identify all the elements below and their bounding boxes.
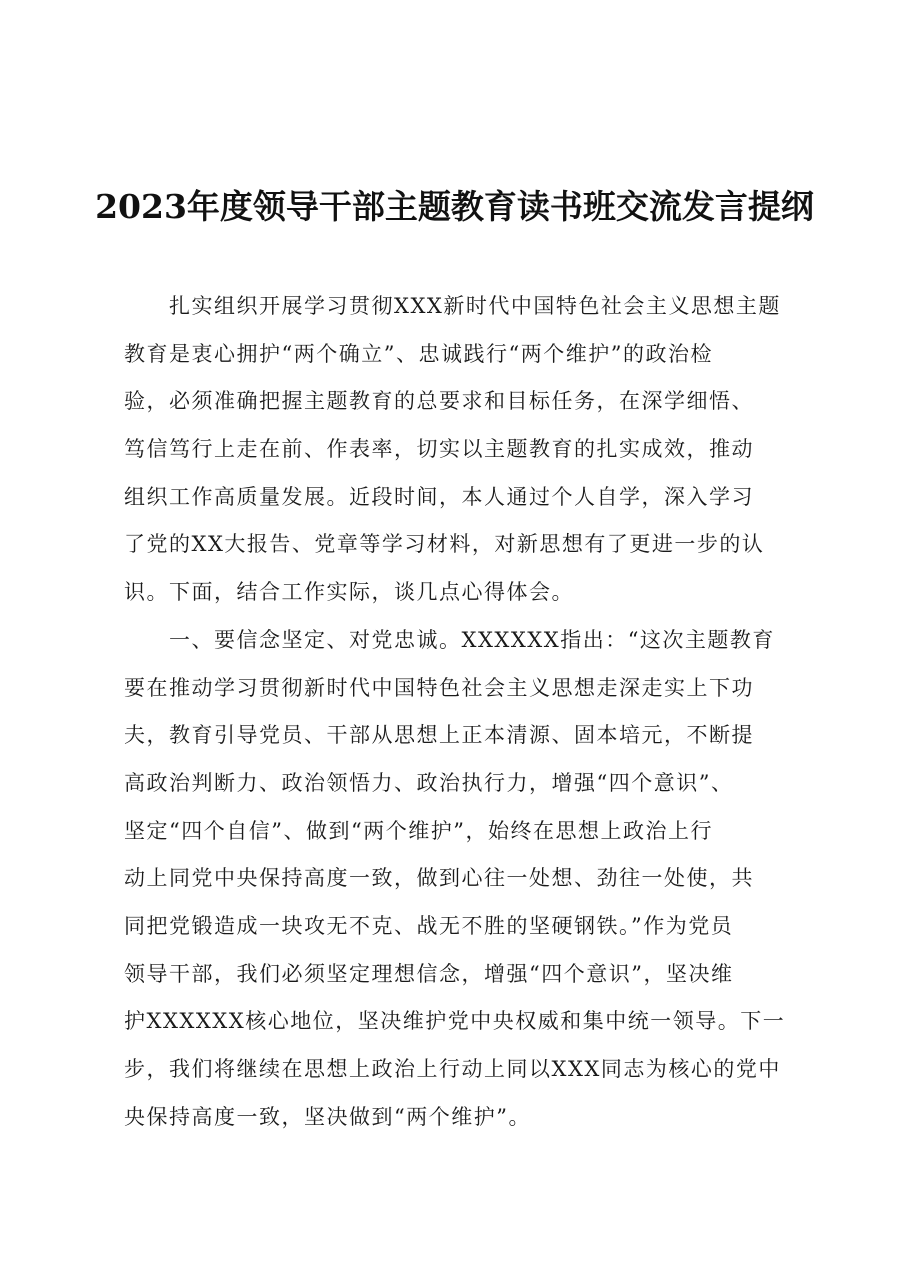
paragraph-line: 识。下面，结合工作实际，谈几点心得体会。: [124, 580, 574, 605]
paragraph-line: 验，必须准确把握主题教育的总要求和目标任务，在深学细悟、: [124, 389, 754, 414]
paragraph-section-one: [124, 617, 824, 1142]
paragraph-line: 坚定“四个自信”、做到“两个维护”，始终在思想上政治上行: [124, 818, 713, 843]
paragraph-line: 领导干部，我们必须坚定理想信念，增强“四个意识”，坚决维: [124, 961, 734, 986]
paragraph-line: 同把党锻造成一块攻无不克、战无不胜的坚硬钢铁。”作为党员: [124, 913, 734, 938]
paragraph-line: 扎实组织开展学习贯彻XXX新时代中国特色社会主义思想主题: [124, 294, 781, 318]
paragraph-line: 夫，教育引导党员、干部从思想上正本清源、固本培元，不断提: [124, 723, 754, 748]
paragraph-line: 动上同党中央保持高度一致，做到心往一处想、劲往一处使，共: [124, 866, 754, 891]
document-title: 2023年度领导干部主题教育读书班交流发言提纲: [95, 187, 814, 226]
paragraph-line: 了党的XX大报告、党章等学习材料，对新思想有了更进一步的认: [124, 532, 765, 557]
paragraph-line: 要在推动学习贯彻新时代中国特色社会主义思想走深走实上下功: [124, 675, 754, 700]
paragraph-line: 组织工作高质量发展。近段时间，本人通过个人自学，深入学习: [124, 484, 754, 509]
paragraph-line: 笃信笃行上走在前、作表率，切实以主题教育的扎实成效，推动: [124, 437, 754, 462]
paragraph-line: 高政治判断力、政治领悟力、政治执行力，增强“四个意识”、: [124, 770, 734, 795]
document-body: [124, 283, 824, 1141]
paragraph-line: 护XXXXXX核心地位，坚决维护党中央权威和集中统一领导。下一: [124, 1009, 786, 1034]
paragraph-line: 教育是衷心拥护“两个确立”、忠诚践行“两个维护”的政治检: [124, 341, 713, 366]
paragraph-intro: [124, 283, 824, 617]
paragraph-line: 步，我们将继续在思想上政治上行动上同以XXX同志为核心的党中: [124, 1057, 781, 1081]
paragraph-line: 一、要信念坚定、对党忠诚。XXXXXX指出：“这次主题教育: [124, 627, 775, 652]
paragraph-line: 央保持高度一致，坚决做到“两个维护”。: [124, 1104, 531, 1129]
